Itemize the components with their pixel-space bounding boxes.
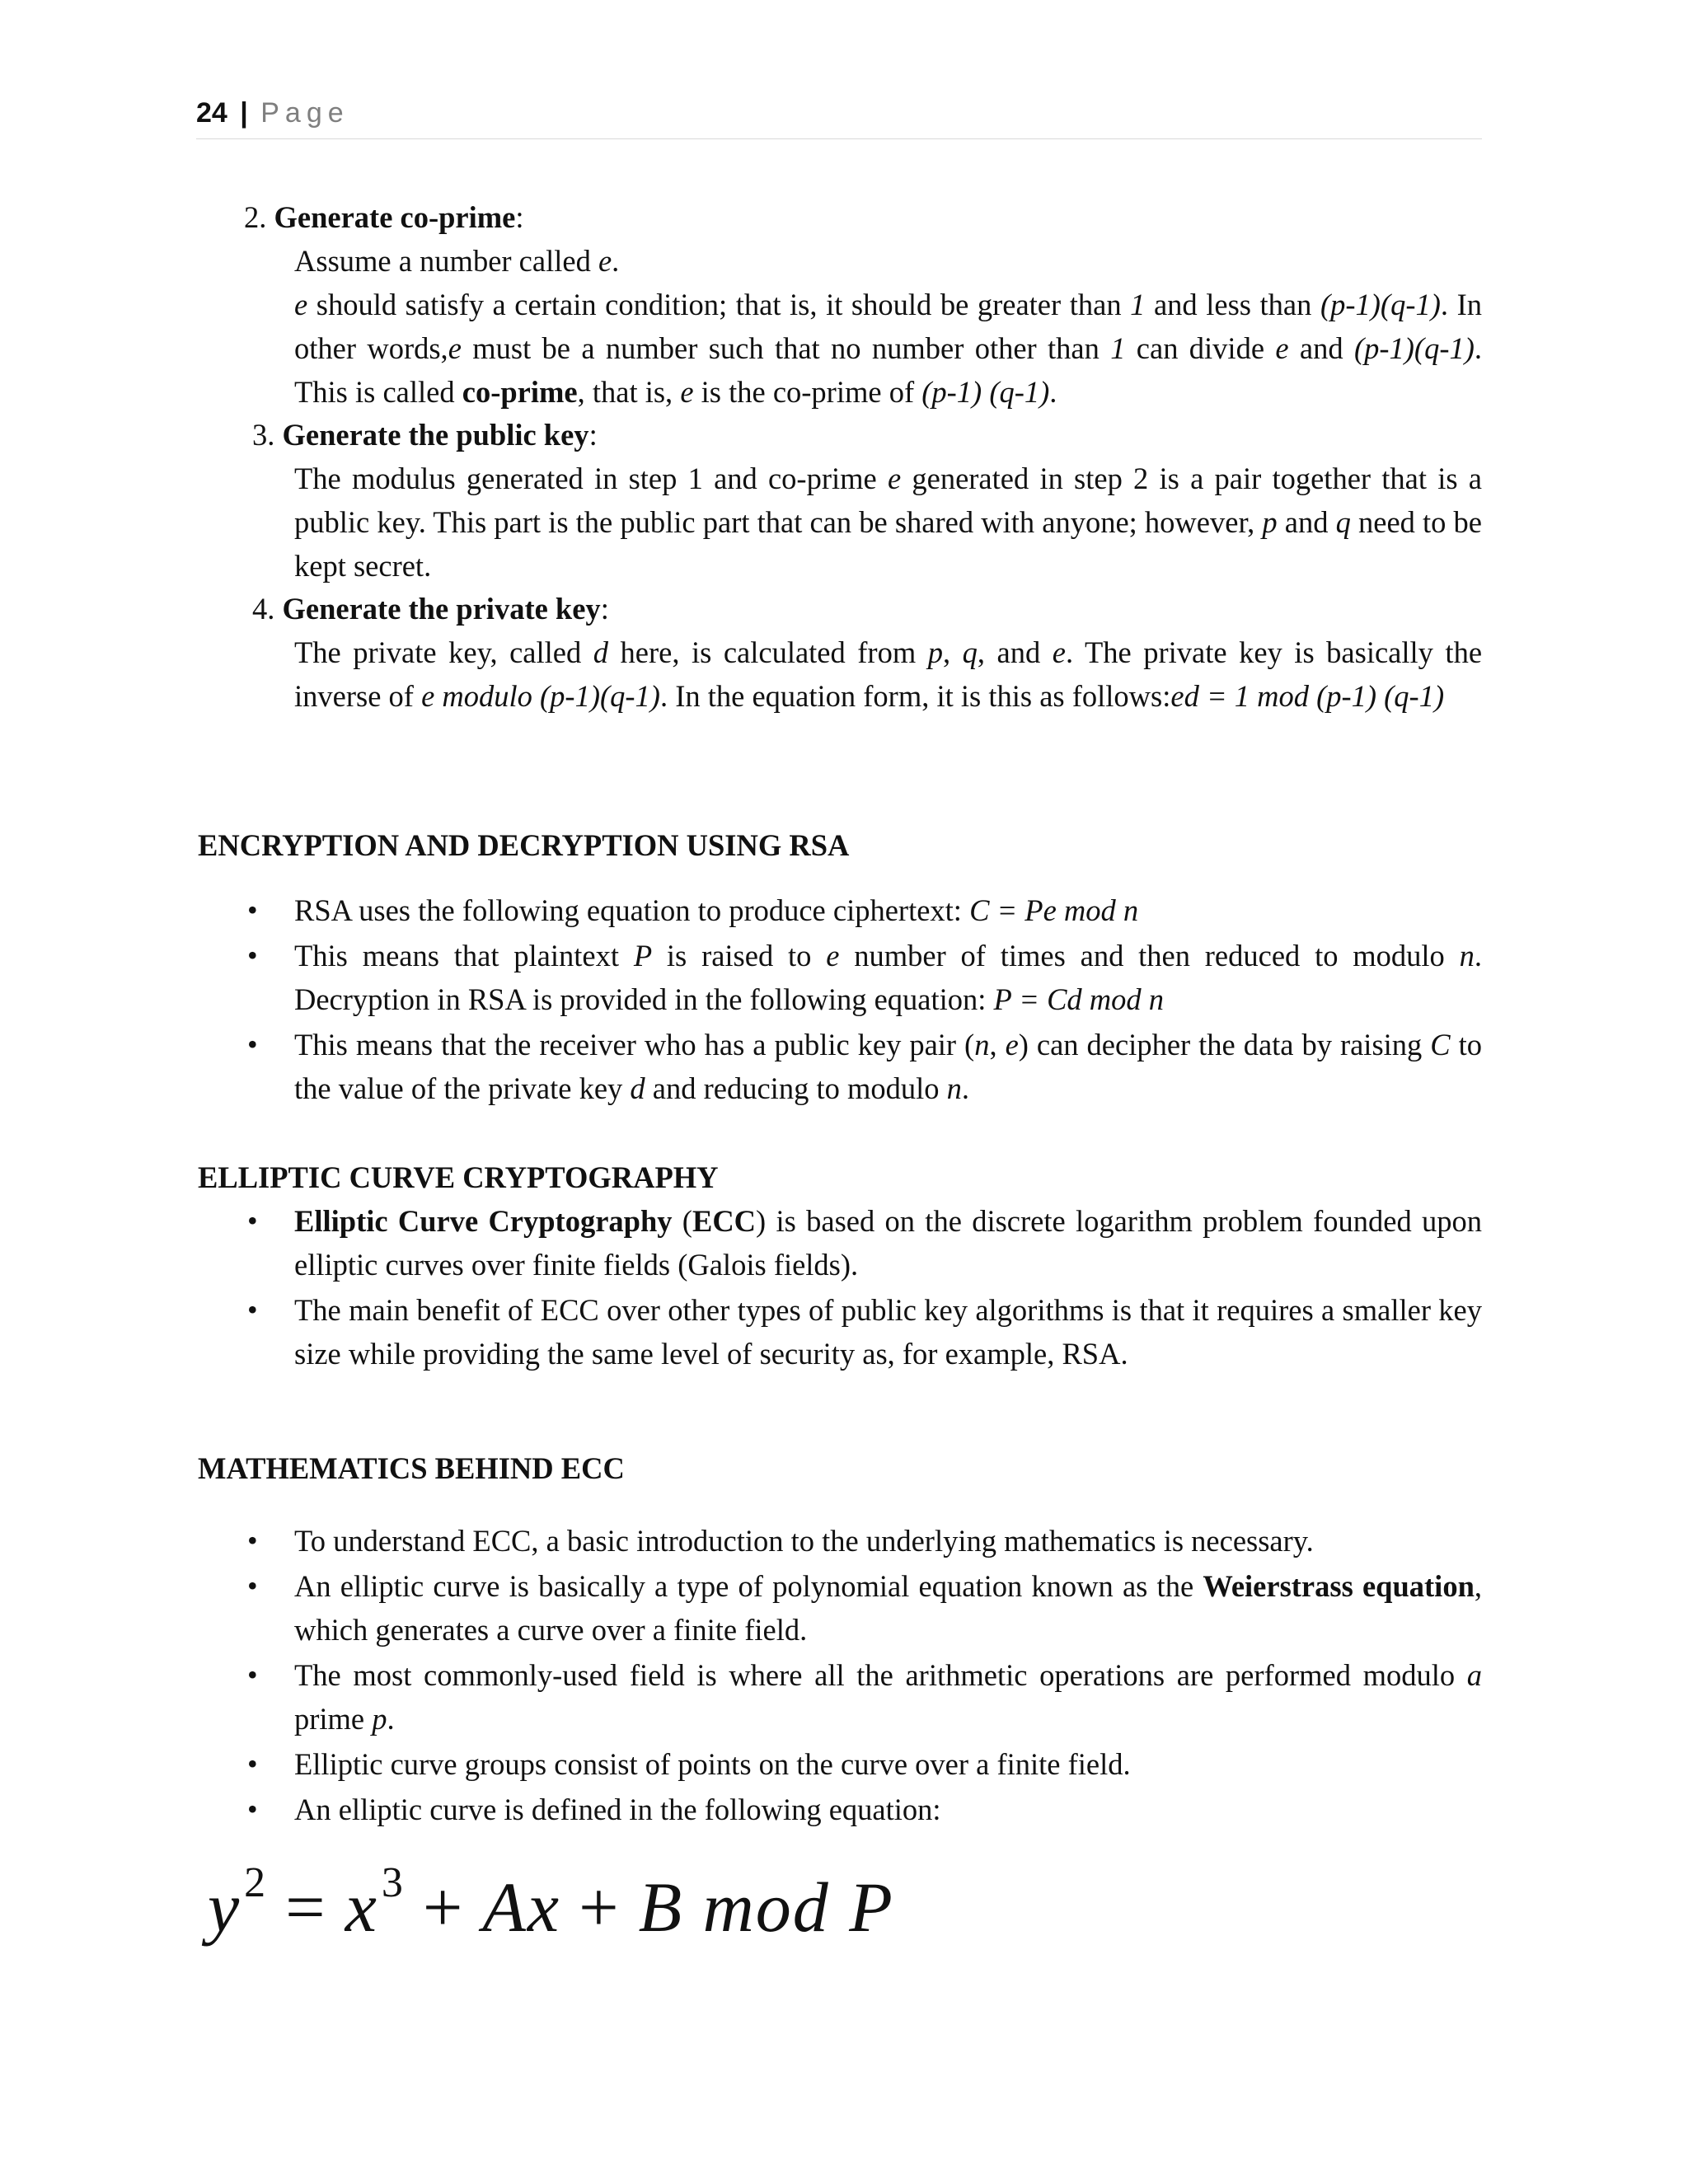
math-bullet-list — [198, 1519, 1482, 1831]
step-2-body: Assume a number called e. e should satisfy a certain condition; that is, it should be greater than 1 and less than (p-1)(q-1). In other words,e must be a number such that no number other than 1 can divide e and (p-1)(q-1). This is called co-prime, that is, e is the co-prime of (p-1) (q-1). — [294, 244, 1483, 409]
page-number: 24 — [196, 97, 227, 129]
section-heading-math: MATHEMATICS BEHIND ECC — [198, 1451, 625, 1485]
list-item: • RSA uses the following equation to produce ciphertext: C = Pe mod n — [198, 888, 1482, 932]
bullet-icon: • — [247, 1524, 258, 1557]
list-item: • To understand ECC, a basic introduction to the underlying mathematics is necessary. — [198, 1519, 1482, 1563]
step-title: Generate co-prime — [274, 200, 516, 234]
list-item: • This means that plaintext P is raised to e number of times and then reduced to modulo n. Decryption in RSA is provided in the following equation: P = Cd mod n — [198, 934, 1482, 1021]
page-word: Page — [260, 97, 349, 129]
list-item: • Elliptic curve groups consist of points on the curve over a finite field. — [198, 1742, 1482, 1786]
step-4-body: The private key, called d here, is calculated from p, q, and e. The private key is basically the inverse of e modulo (p-1)(q-1). In the equation form, it is this as follows:ed = 1 mod (p-1) (q-1) — [294, 635, 1483, 713]
bullet-icon: • — [247, 1658, 258, 1691]
list-item: • The main benefit of ECC over other types of public key algorithms is that it requires a smaller key size while providing the same level of security as, for example, RSA. — [198, 1288, 1482, 1376]
list-item: • This means that the receiver who has a public key pair (n, e) can decipher the data by raising C to the value of the private key d and reducing to modulo n. — [198, 1023, 1482, 1110]
step-3-heading: 3. Generate the public key: — [252, 418, 598, 452]
list-item: • An elliptic curve is basically a type of polynomial equation known as the Weierstrass equation, which generates a curve over a finite field. — [198, 1564, 1482, 1652]
bullet-icon: • — [247, 939, 258, 972]
bullet-icon: • — [247, 1204, 258, 1237]
section-heading-ecc: ELLIPTIC CURVE CRYPTOGRAPHY — [198, 1160, 719, 1194]
list-item: • An elliptic curve is defined in the following equation: — [198, 1788, 1482, 1831]
bullet-icon: • — [247, 1793, 258, 1825]
step-number: 3. — [252, 418, 275, 452]
step-2-heading: 2. Generate co-prime: — [244, 200, 524, 234]
list-item: • The most commonly-used field is where all the arithmetic operations are performed modulo a prime p. — [198, 1653, 1482, 1741]
ecc-bullet-list — [198, 1199, 1482, 1376]
bullet-icon: • — [247, 1028, 258, 1061]
step-3-body: The modulus generated in step 1 and co-prime e generated in step 2 is a pair together that is a public key. This part is the public part that can be shared with anyone; however, p and q need to be kept secret. — [294, 462, 1483, 583]
step-title: Generate the public key — [282, 418, 589, 452]
section-heading-encryption: ENCRYPTION AND DECRYPTION USING RSA — [198, 828, 850, 862]
encryption-bullet-list — [198, 888, 1482, 1110]
header-separator: | — [240, 97, 248, 129]
bullet-icon: • — [247, 893, 258, 926]
step-title: Generate the private key — [282, 592, 601, 626]
page-header — [196, 97, 1482, 139]
bullet-icon: • — [247, 1569, 258, 1602]
step-number: 4. — [252, 592, 275, 626]
step-4-heading: 4. Generate the private key: — [252, 592, 609, 626]
elliptic-curve-equation: $y^2 = x^3 + Ax + B$ mod P — [208, 1859, 894, 1947]
bullet-icon: • — [247, 1293, 258, 1326]
list-item: • Elliptic Curve Cryptography (ECC) is based on the discrete logarithm problem founded upon elliptic curves over finite fields (Galois fields). — [198, 1199, 1482, 1286]
step-number: 2. — [244, 200, 267, 234]
bullet-icon: • — [247, 1747, 258, 1780]
